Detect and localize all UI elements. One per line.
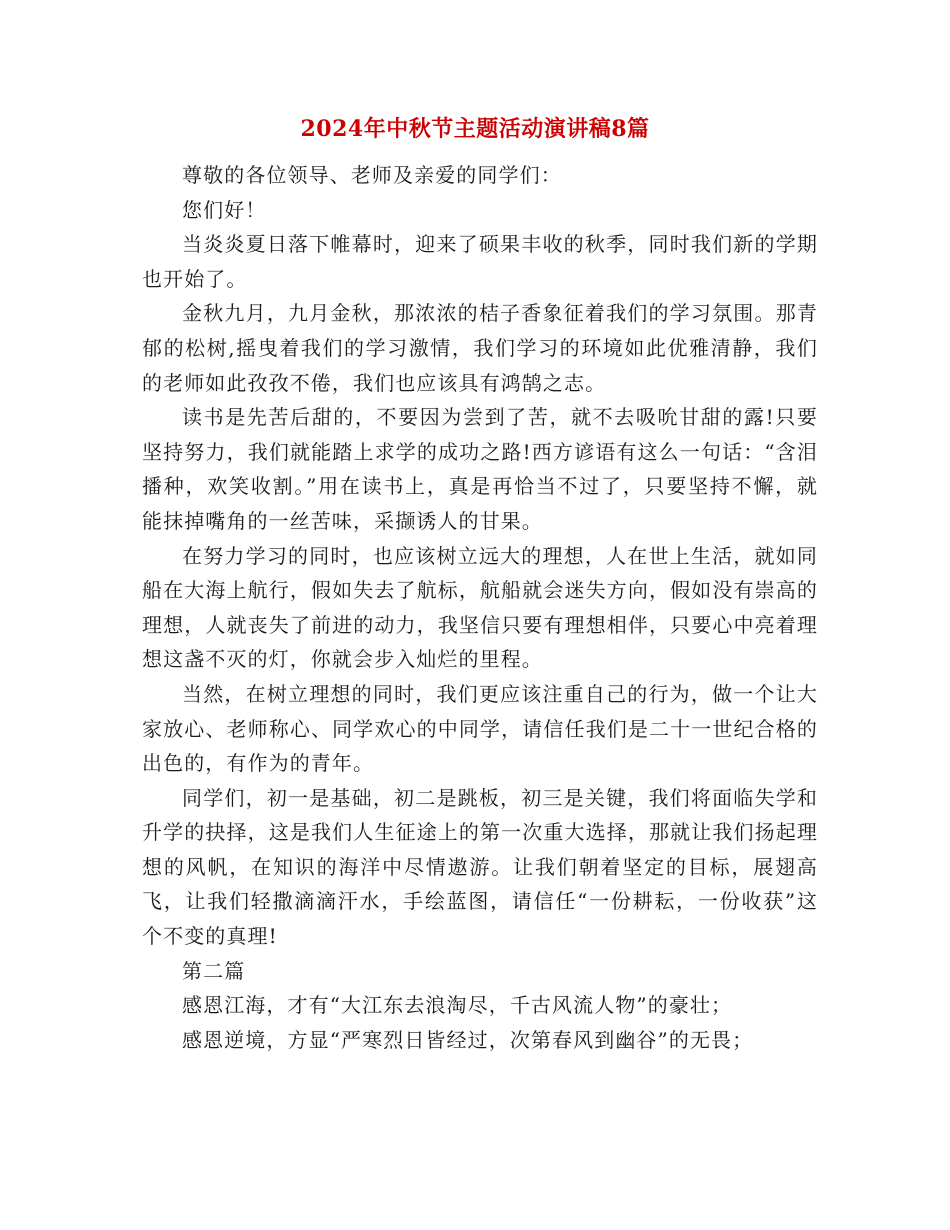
document-body — [142, 158, 818, 1057]
paragraph: 当炎炎夏日落下帷幕时，迎来了硕果丰收的秋季，同时我们新的学期也开始了。 — [142, 232, 818, 291]
paragraph: 读书是先苦后甜的，不要因为尝到了苦，就不去吸吮甘甜的露!只要坚持努力，我们就能踏上求学的成功之路!西方谚语有这么一句话：“含泪播种，欢笑收割。”用在读书上，真是再恰当不过了，只要坚持不懈，就能抹掉嘴角的一丝苦味，采撷诱人的甘果。 — [142, 405, 818, 533]
paragraph: 在努力学习的同时，也应该树立远大的理想，人在世上生活，就如同船在大海上航行，假如失去了航标，航船就会迷失方向，假如没有崇高的理想，人就丧失了前进的动力，我坚信只要有理想相伴，只要心中亮着理想这盏不灭的灯，你就会步入灿烂的里程。 — [142, 543, 818, 672]
section-heading-second: 第二篇 — [182, 958, 246, 983]
paragraph-greeting: 您们好！ — [182, 197, 267, 222]
paragraph: 感恩江海，才有“大江东去浪淘尽，千古风流人物”的豪壮； — [182, 993, 733, 1018]
document-title: 2024年中秋节主题活动演讲稿8篇 — [300, 116, 650, 142]
paragraph: 感恩逆境，方显“严寒烈日皆经过，次第春风到幽谷”的无畏； — [182, 1027, 754, 1052]
paragraph: 金秋九月，九月金秋，那浓浓的桔子香象征着我们的学习氛围。那青郁的松树,摇曳着我们的学习激情，我们学习的环境如此优雅清静，我们的老师如此孜孜不倦，我们也应该具有鸿鹄之志。 — [142, 301, 818, 395]
paragraph: 同学们，初一是基础，初二是跳板，初三是关键，我们将面临失学和升学的抉择，这是我们人生征途上的第一次重大选择，那就让我们扬起理想的风帆，在知识的海洋中尽情遨游。让我们朝着坚定的目标，展翅高飞，让我们轻撒滴滴汗水，手绘蓝图，请信任“一份耕耘，一份收获”这个不变的真理! — [142, 785, 818, 949]
paragraph-salutation: 尊敬的各位领导、老师及亲爱的同学们： — [182, 163, 562, 187]
paragraph: 当然，在树立理想的同时，我们更应该注重自己的行为，做一个让大家放心、老师称心、同学欢心的中同学，请信任我们是二十一世纪合格的出色的，有作为的青年。 — [142, 681, 818, 776]
